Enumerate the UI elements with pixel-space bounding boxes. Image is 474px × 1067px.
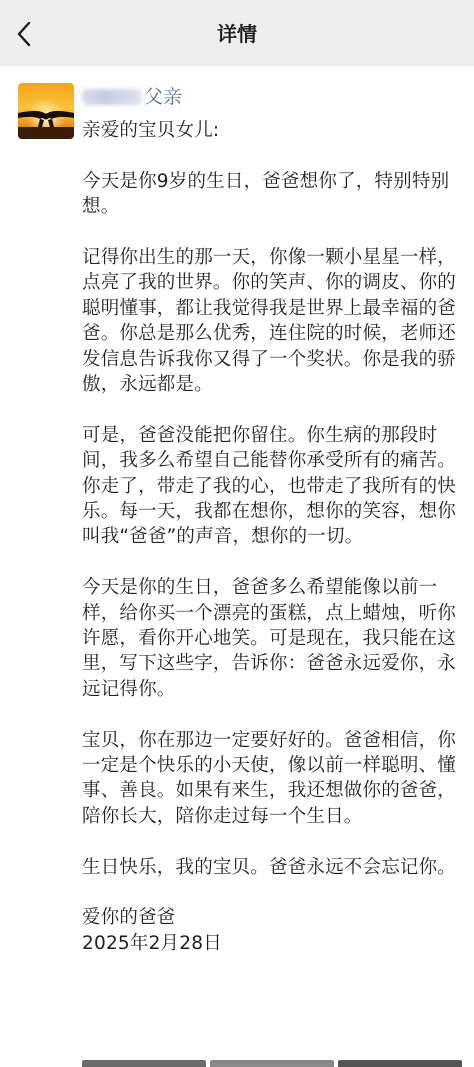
image-thumbnail[interactable] xyxy=(210,1060,334,1067)
post-date: 2025年2月28日 xyxy=(82,932,222,954)
paragraph: 今天是你9岁的生日，爸爸想你了，特别特别想。 xyxy=(82,170,450,218)
image-thumbnail[interactable] xyxy=(82,1060,206,1067)
sunset-hands-avatar-image xyxy=(18,83,74,139)
sender[interactable] xyxy=(82,85,182,109)
image-thumbnail[interactable] xyxy=(338,1060,462,1067)
paragraph: 可是，爸爸没能把你留住。你生病的那段时间，我多么希望自己能替你承受所有的痛苦。你走了，带走了我的心，也带走了我所有的快乐。每一天，我都在想你，想你的笑容，想你叫我“爸爸”的声音，想你的一切。 xyxy=(82,424,457,548)
avatar[interactable] xyxy=(18,83,74,139)
paragraph: 今天是你的生日，爸爸多么希望能像以前一样，给你买一个漂亮的蛋糕，点上蜡烛，听你许愿，看你开心地笑。可是现在，我只能在这里，写下这些字，告诉你：爸爸永远爱你，永远记得你。 xyxy=(82,577,457,700)
paragraph: 宝贝，你在那边一定要好好的。爸爸相信，你一定是个快乐的小天使，像以前一样聪明、懂事、善良。如果有来生，我还想做你的爸爸，陪你长大，陪你走过每一个生日。 xyxy=(82,729,457,827)
signature: 爱你的爸爸 xyxy=(82,907,176,929)
navigation-bar xyxy=(0,0,474,66)
blurred-name-mask xyxy=(82,89,142,105)
paragraph: 生日快乐，我的宝贝。爸爸永远不会忘记你。 xyxy=(82,856,457,878)
post-content xyxy=(82,118,466,956)
image-thumbnails xyxy=(82,1060,462,1067)
page-title: 详情 xyxy=(217,22,257,46)
greeting: 亲爱的宝贝女儿: xyxy=(82,120,220,141)
paragraph: 记得你出生的那一天，你像一颗小星星一样，点亮了我的世界。你的笑声、你的调皮、你的聪明懂事，都让我觉得我是世界上最幸福的爸爸。你总是那么优秀，连住院的时候，老师还发信息告诉我你又得了一个奖状。你是我的骄傲，永远都是。 xyxy=(82,247,457,396)
sender-name[interactable]: 父亲 xyxy=(144,86,183,108)
